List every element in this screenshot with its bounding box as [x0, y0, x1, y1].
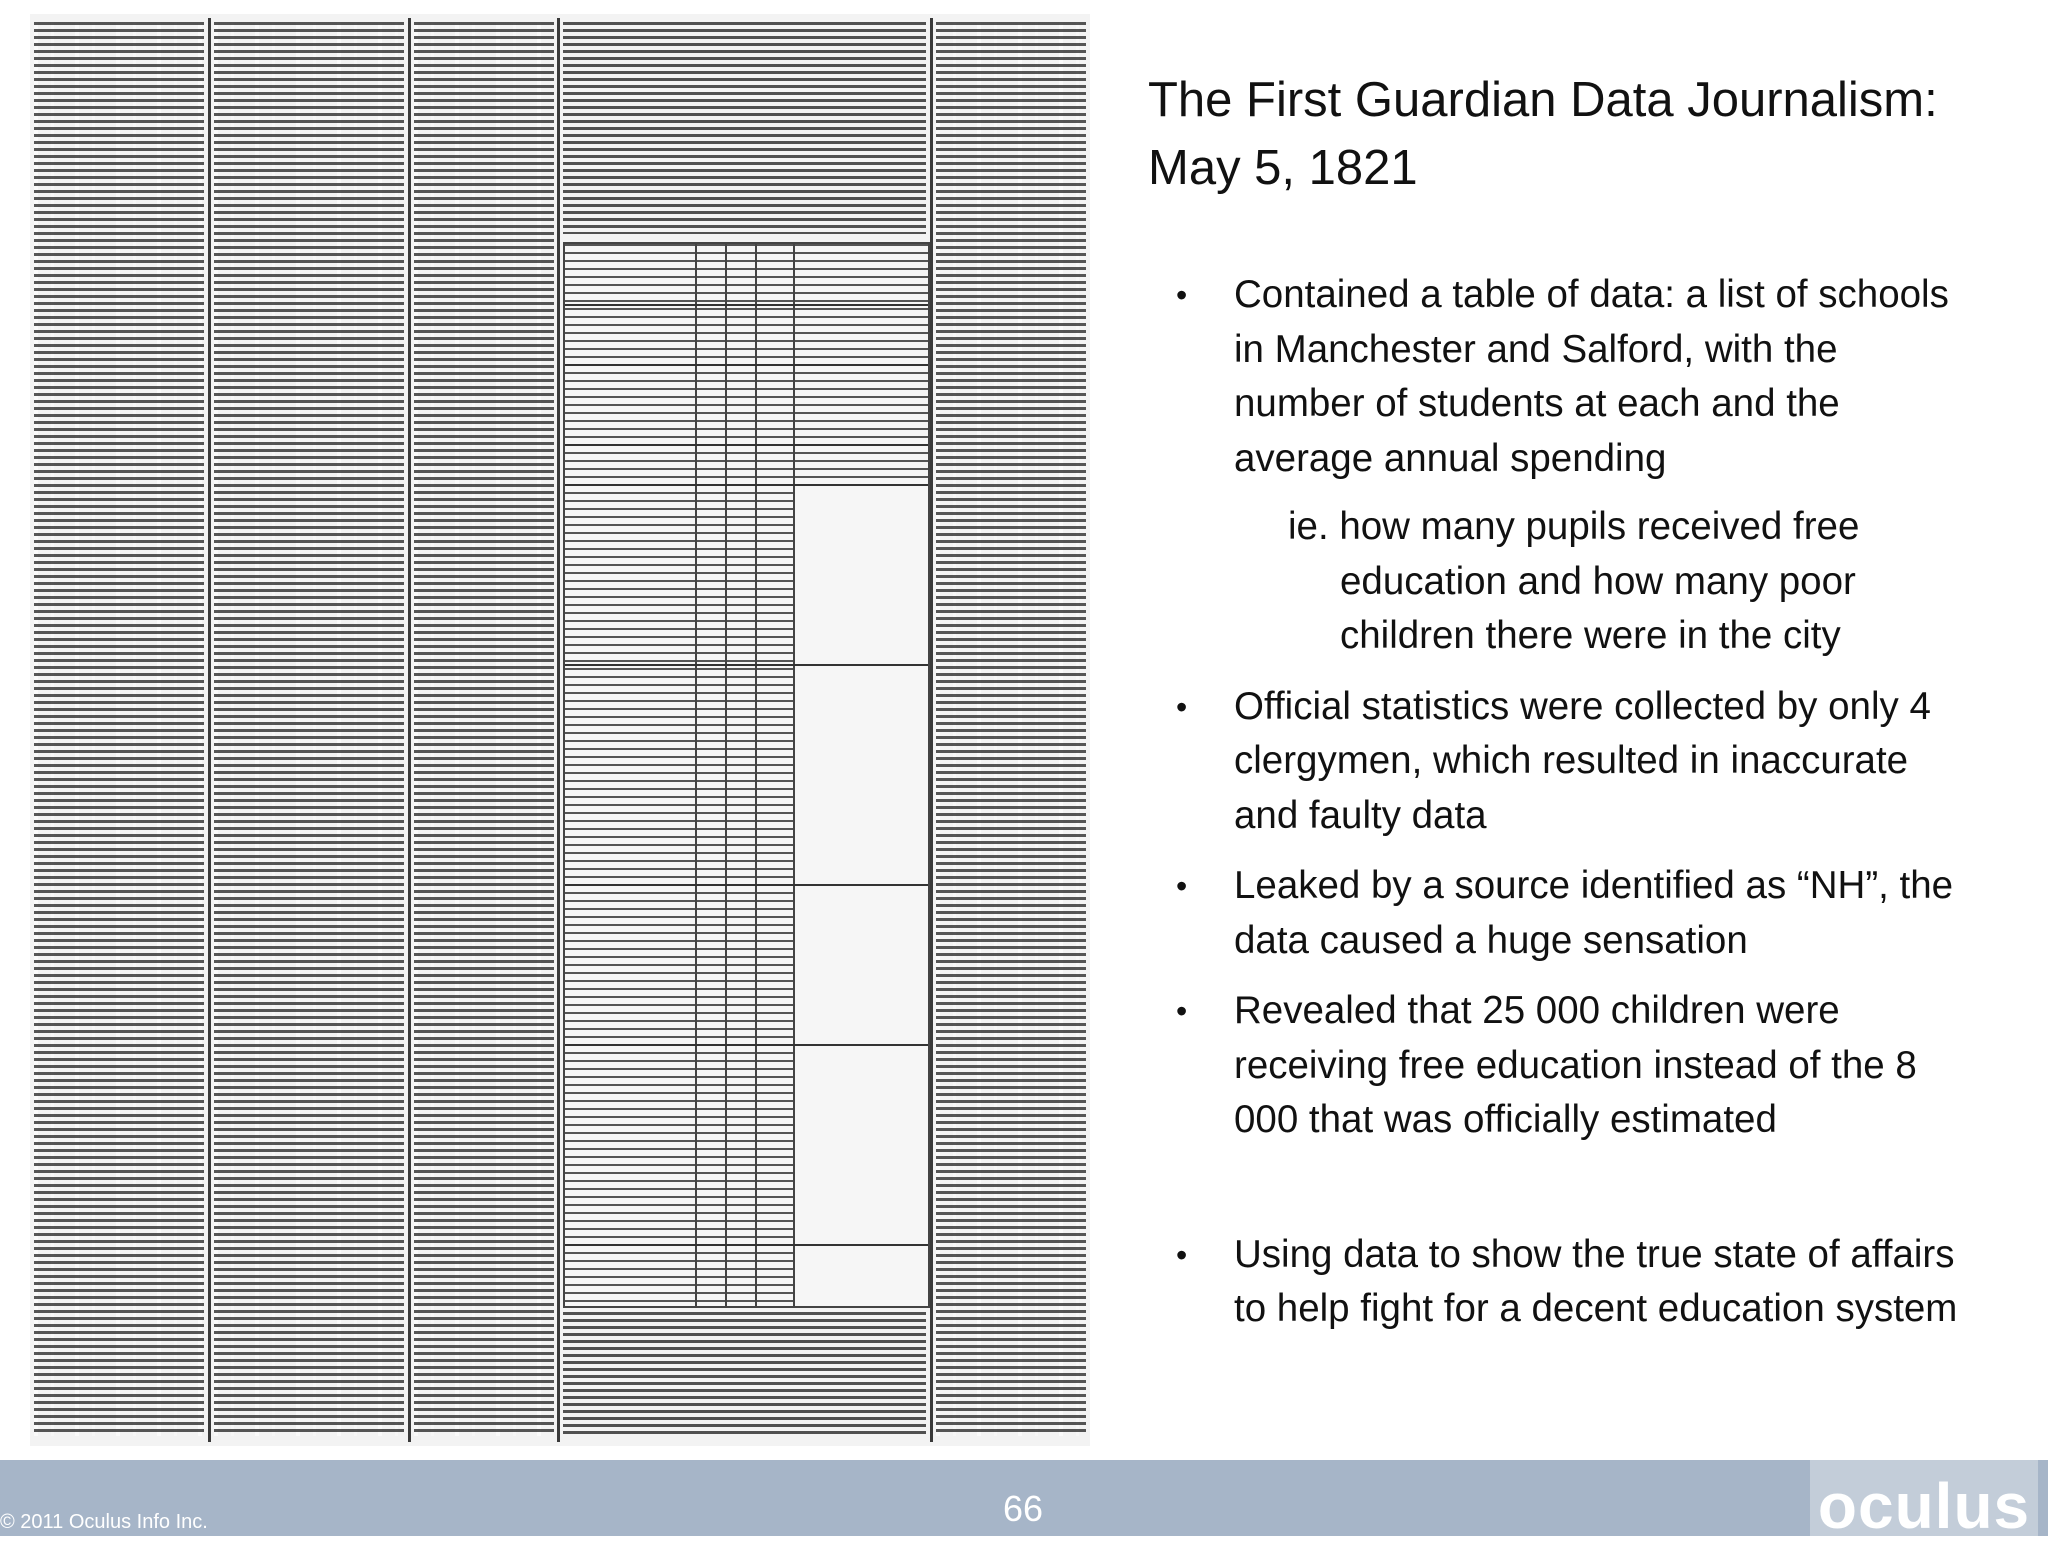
- column-rule: [930, 18, 933, 1442]
- oculus-logo: [1810, 1460, 2038, 1542]
- bullet-item: [1176, 680, 1976, 844]
- slide-title: [1148, 66, 2008, 202]
- bullet-dot-icon: •: [1176, 1236, 1188, 1273]
- column-rule: [408, 18, 411, 1442]
- bullet-text: Using data to show the true state of affairs to help fight for a decent education system: [1234, 1232, 1958, 1330]
- footer-bar: [0, 1460, 2048, 1542]
- bullet-list: [1176, 268, 1976, 1337]
- newspaper-column: [563, 1312, 926, 1438]
- bullet-item: [1176, 859, 1976, 968]
- title-line: The First Guardian Data Journalism:: [1148, 73, 1938, 127]
- newspaper-column: [34, 22, 204, 1436]
- bullet-dot-icon: •: [1176, 868, 1188, 904]
- bullet-text: Official statistics were collected by only 4 clergymen, which resulted in inaccurate and faulty data: [1234, 684, 1931, 837]
- page-number: 66: [1003, 1488, 1044, 1529]
- newspaper-scan-image: [30, 14, 1090, 1446]
- column-rule: [557, 18, 560, 1442]
- copyright-text: © 2011 Oculus Info Inc.: [0, 1511, 208, 1533]
- bullet-text: Leaked by a source identified as “NH”, the data caused a huge sensation: [1234, 864, 1954, 962]
- bullet-text: Contained a table of data: a list of schools in Manchester and Salford, with the number of students at each and the average annual spending: [1234, 273, 1949, 480]
- bullet-dot-icon: •: [1176, 277, 1188, 313]
- newspaper-column: [563, 22, 926, 234]
- newspaper-column: [936, 22, 1086, 1436]
- column-rule: [208, 18, 211, 1442]
- bullet-dot-icon: •: [1176, 993, 1188, 1029]
- newspaper-data-table: [563, 242, 930, 1308]
- bullet-dot-icon: •: [1176, 688, 1188, 725]
- bullet-item: [1176, 1228, 1976, 1337]
- logo-text: oculus: [1817, 1470, 2031, 1542]
- sub-bullet: ie. how many pupils received free education and how many poor children there were in the city: [1288, 505, 1860, 657]
- title-line: May 5, 1821: [1148, 141, 1418, 195]
- bullet-text: Revealed that 25 000 children were receiving free education instead of the 8 000 that was officially estimated: [1234, 989, 1917, 1141]
- newspaper-column: [414, 22, 554, 1436]
- bullet-item: [1176, 984, 1976, 1148]
- bullet-item: [1176, 268, 1976, 486]
- newspaper-column: [214, 22, 404, 1436]
